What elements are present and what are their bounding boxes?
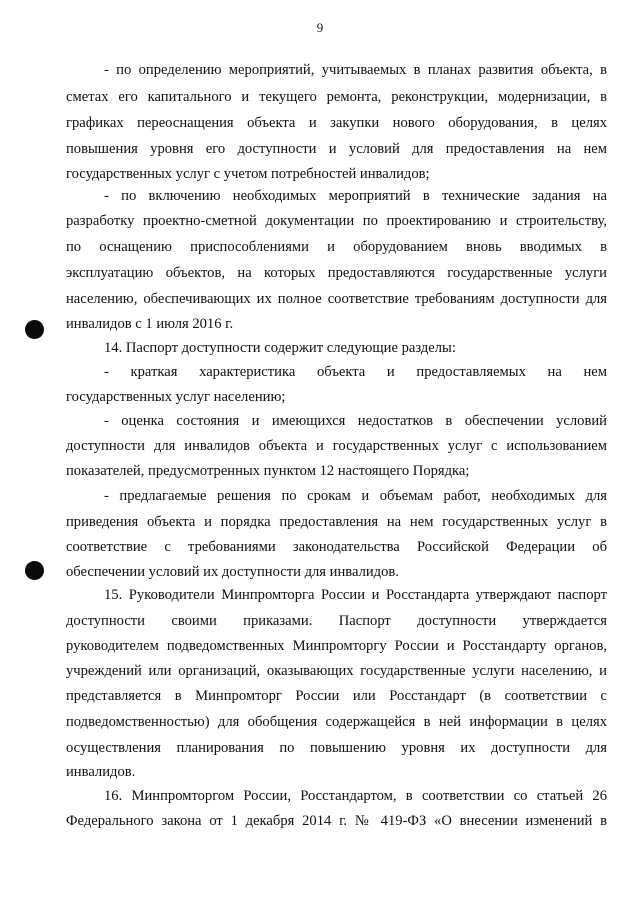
text-line: доступности для инвалидов объекта и государственных услуг с использованием <box>66 438 607 454</box>
text-line: эксплуатацию объектов, на которых предоставляются государственные услуги <box>66 265 607 281</box>
text-line: Федерального закона от 1 декабря 2014 г. № 419-ФЗ «О внесении изменений в <box>66 813 607 829</box>
text-line: государственных услуг с учетом потребностей инвалидов; <box>66 166 430 182</box>
text-line: сметах его капитального и текущего ремонта, реконструкции, модернизации, в <box>66 89 607 105</box>
text-line: повышения уровня его доступности и условий для предоставления на нем <box>66 141 607 157</box>
text-line: доступности своими приказами. Паспорт доступности утверждается <box>66 613 607 629</box>
page-number: 9 <box>316 20 324 35</box>
text-line: - предлагаемые решения по срокам и объемам работ, необходимых для <box>104 488 607 504</box>
text-line: - по определению мероприятий, учитываемых в планах развития объекта, в <box>104 62 607 78</box>
text-line: населению, обеспечивающих их полное соответствие требованиям доступности для <box>66 291 607 307</box>
text-line: графиках переоснащения объекта и закупки нового оборудования, в целях <box>66 115 607 131</box>
text-line: обеспечении условий их доступности для инвалидов. <box>66 564 399 580</box>
text-line: представляется в Минпромторг России или Росстандарт (в соответствии с <box>66 688 607 704</box>
text-line: - краткая характеристика объекта и предоставляемых на нем <box>104 364 607 380</box>
text-line: руководителем подведомственных Минпромторгу России и Росстандарту органов, <box>66 638 607 654</box>
text-line: соответствие с требованиями законодательства Российской Федерации об <box>66 539 607 555</box>
section-16-heading: 16. Минпромторгом России, Росстандартом, в соответствии со статьей 26 <box>104 788 607 804</box>
text-line: государственных услуг населению; <box>66 389 286 405</box>
section-15-heading: 15. Руководители Минпромторга России и Росстандарта утверждают паспорт <box>104 587 607 603</box>
text-line: - оценка состояния и имеющихся недостатков в обеспечении условий <box>104 413 607 429</box>
text-line: подведомственностью) для обобщения содержащейся в ней информации в целях <box>66 714 607 730</box>
text-line: показателей, предусмотренных пунктом 12 настоящего Порядка; <box>66 463 470 479</box>
text-line: разработку проектно-сметной документации по проектированию и строительству, <box>66 213 607 229</box>
punch-hole-mark <box>25 561 44 580</box>
text-line: осуществления планирования по повышению уровня их доступности для <box>66 740 607 756</box>
text-line: учреждений или организаций, оказывающих государственные услуги населению, и <box>66 663 607 679</box>
text-line: приведения объекта и порядка предоставления на нем государственных услуг в <box>66 514 607 530</box>
text-line: инвалидов. <box>66 764 136 780</box>
text-line: инвалидов с 1 июля 2016 г. <box>66 316 234 332</box>
text-line: - по включению необходимых мероприятий в технические задания на <box>104 188 607 204</box>
punch-hole-mark <box>25 320 44 339</box>
text-line: по оснащению приспособлениями и оборудованием вновь вводимых в <box>66 239 607 255</box>
section-14-heading: 14. Паспорт доступности содержит следующие разделы: <box>104 340 456 356</box>
